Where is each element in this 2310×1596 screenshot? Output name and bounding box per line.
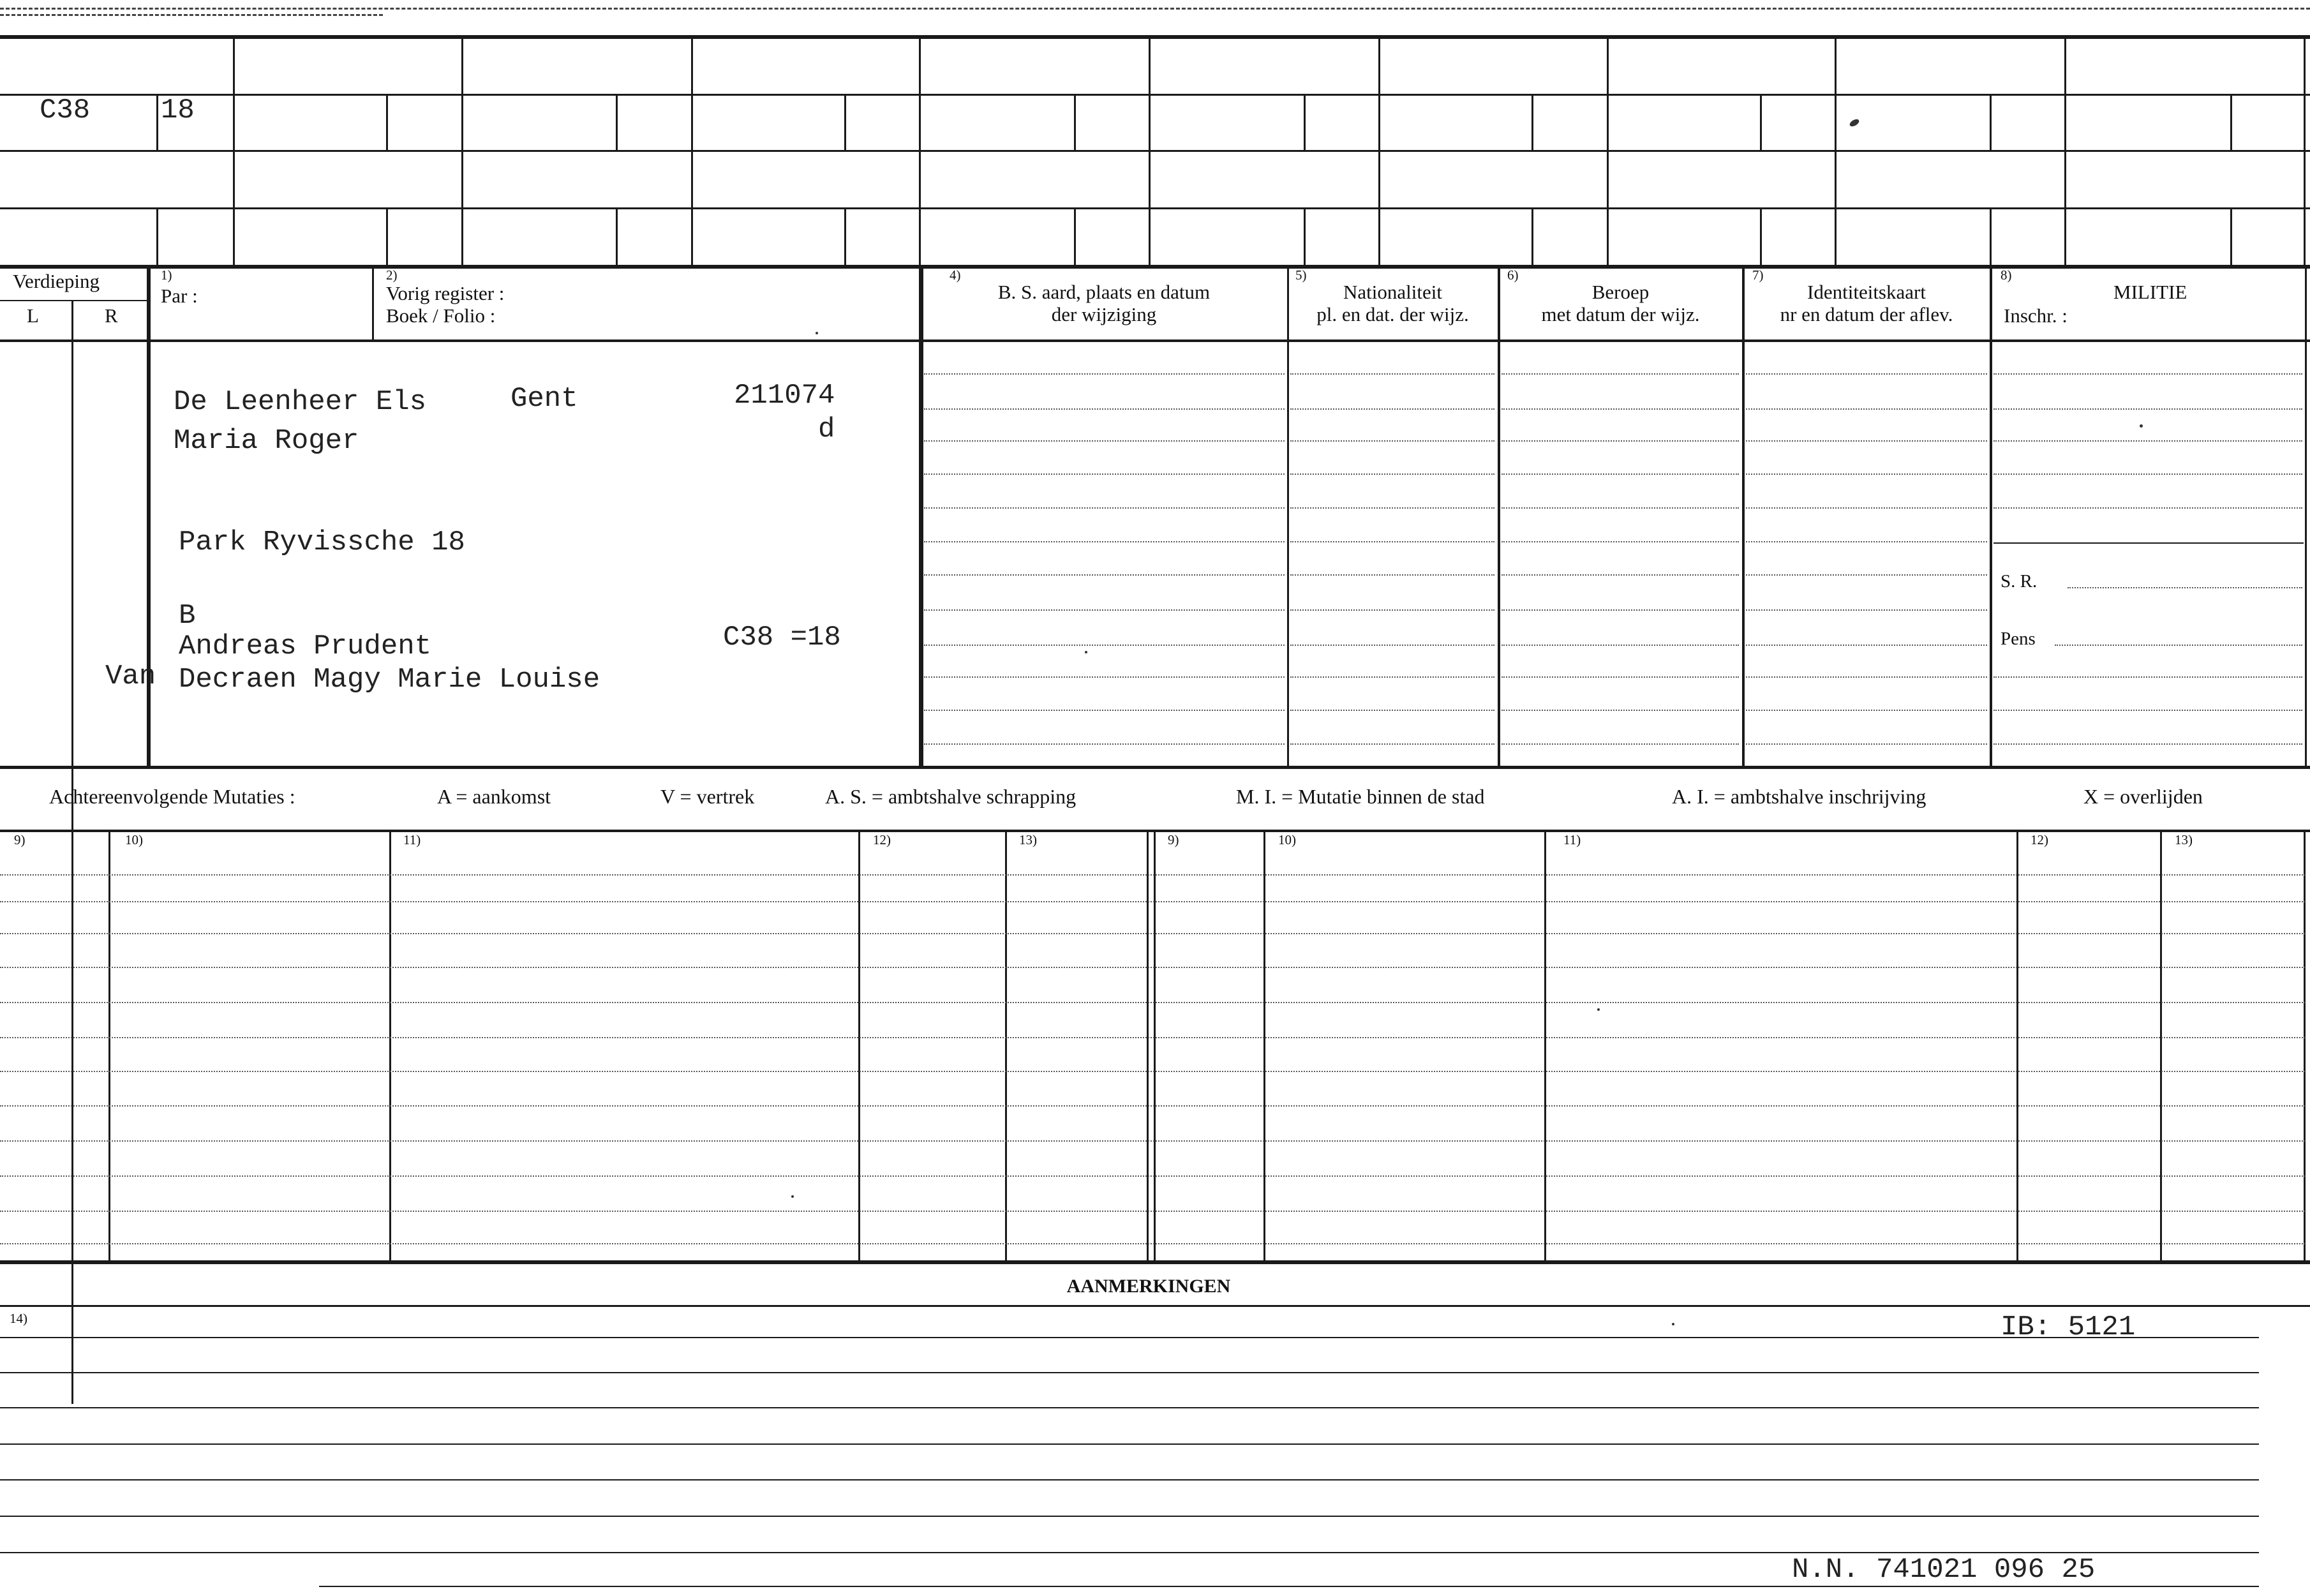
header-militie: MILITIE (2113, 281, 2187, 303)
aanmerkingen-title: AANMERKINGEN (1066, 1276, 1231, 1297)
aanmerkingen-number: 14) (10, 1311, 27, 1326)
mutaties-overlijden: X = overlijden (2083, 785, 2203, 808)
militie-pens: Pens (2001, 629, 2036, 649)
grid-code: C38 (40, 94, 91, 126)
remark-nn: N.N. 741021 096 25 (1792, 1554, 2096, 1586)
header-nat-line1: Nationaliteit (1343, 281, 1442, 303)
mut-col11-right: 11) (1563, 832, 1581, 847)
mutaties-binnen-stad: M. I. = Mutatie binnen de stad (1236, 785, 1485, 808)
header-boek-folio: Boek / Folio : (386, 304, 496, 327)
mut-col13-right: 13) (2175, 832, 2193, 847)
mutaties-aankomst: A = aankomst (437, 785, 551, 808)
person-reference: C38 =18 (723, 622, 841, 653)
header-militie-number: 8) (2001, 267, 2012, 283)
header-bs-number: 4) (950, 267, 961, 283)
scan-edge-2 (0, 14, 383, 16)
mutaties-schrapping: A. S. = ambtshalve schrapping (825, 785, 1077, 808)
header-beroep-number: 6) (1507, 267, 1519, 283)
militie-sr: S. R. (2001, 571, 2038, 592)
grid-number: 18 (161, 94, 195, 126)
mutaties-inschrijving: A. I. = ambtshalve inschrijving (1672, 785, 1926, 808)
header-nat-number: 5) (1295, 267, 1307, 283)
person-birthdate: 211074 (734, 380, 835, 412)
header-beroep-line1: Beroep (1591, 281, 1650, 303)
mut-col12-right: 12) (2031, 832, 2048, 847)
person-mark: d (818, 414, 835, 445)
header-r: R (105, 304, 118, 327)
person-birthplace: Gent (510, 383, 578, 415)
header-par: Par : (161, 285, 198, 307)
header-par-number: 1) (161, 267, 172, 283)
header-verdieping: Verdieping (13, 270, 100, 292)
header-vorig-number: 2) (386, 267, 398, 283)
header-id-line2: nr en datum der aflev. (1780, 303, 1953, 325)
header-bs-line2: der wijziging (1051, 303, 1157, 325)
person-given-names: Maria Roger (174, 425, 359, 457)
header-bs-line1: B. S. aard, plaats en datum (997, 281, 1211, 303)
header-nat-line2: pl. en dat. der wijz. (1316, 303, 1469, 325)
header-id-line1: Identiteitskaart (1807, 281, 1926, 303)
header-vorig-register: Vorig register : (386, 282, 505, 304)
mut-col12-left: 12) (873, 832, 891, 847)
mutaties-vertrek: V = vertrek (660, 785, 755, 808)
header-id-number: 7) (1752, 267, 1764, 283)
person-b: B (179, 600, 196, 632)
scan-edge (0, 8, 2310, 10)
header-l: L (27, 304, 39, 327)
person-name: De Leenheer Els (174, 386, 427, 418)
mut-col11-left: 11) (403, 832, 421, 847)
person-father: Andreas Prudent (179, 630, 432, 662)
mut-col9-left: 9) (14, 832, 26, 847)
header-beroep-line2: met datum der wijz. (1541, 303, 1700, 325)
mutaties-title: Achtereenvolgende Mutaties : (49, 785, 295, 808)
mut-col13-left: 13) (1019, 832, 1037, 847)
mut-col10-left: 10) (125, 832, 143, 847)
person-van: Van (105, 660, 156, 692)
header-inschr: Inschr. : (2004, 304, 2068, 327)
remark-ib: IB: 5121 (2001, 1311, 2136, 1343)
person-address: Park Ryvissche 18 (179, 526, 465, 558)
mut-col9-right: 9) (1168, 832, 1179, 847)
mut-col10-right: 10) (1278, 832, 1296, 847)
person-mother: Decraen Magy Marie Louise (179, 664, 600, 696)
